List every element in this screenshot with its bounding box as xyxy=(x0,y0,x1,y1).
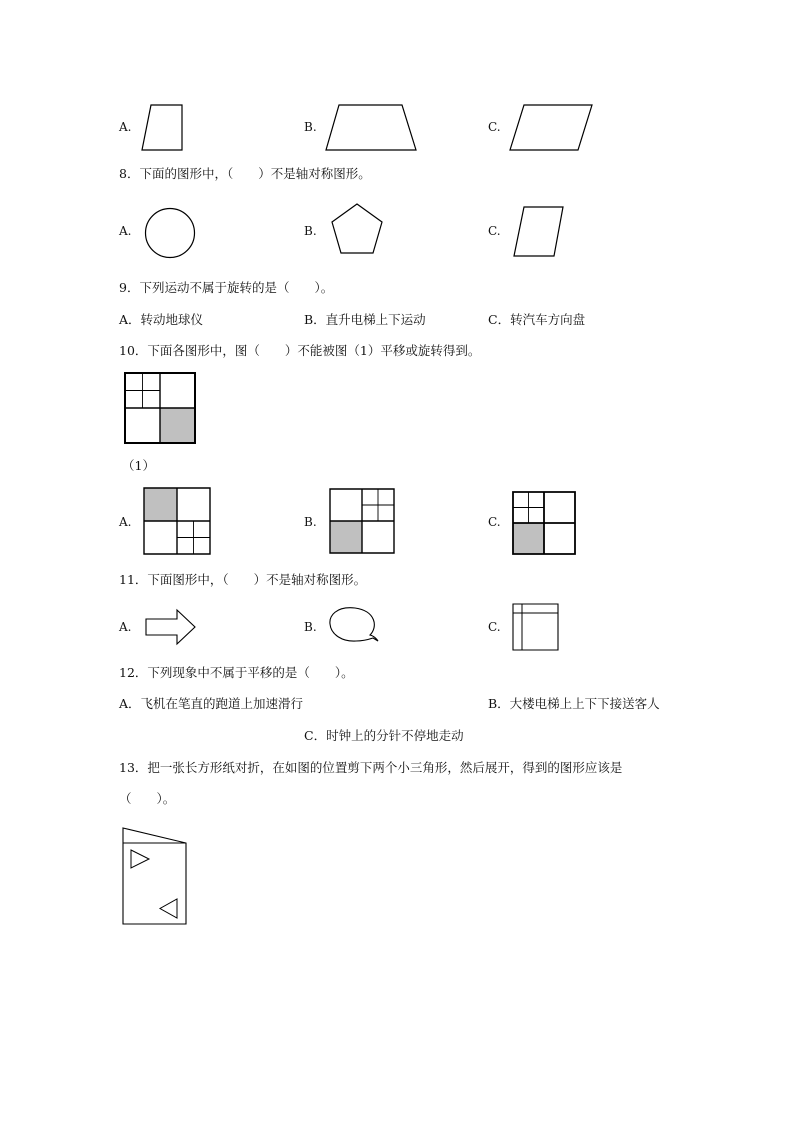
q8-pentagon-figure xyxy=(330,203,384,255)
q8-stem: 8．下面的图形中，（ ）不是轴对称图形。 xyxy=(119,166,371,181)
q13-stem-line2: （ ）。 xyxy=(119,791,176,806)
option-label-b: B. xyxy=(304,515,317,529)
option-label-a: A. xyxy=(119,224,132,238)
option-label-c: C. xyxy=(488,120,501,134)
q12-option-c: C．时钟上的分针不停地走动 xyxy=(304,728,464,743)
option-label-b: B. xyxy=(304,224,317,238)
q10-option-b-grid-figure xyxy=(329,488,395,554)
q11-divided-rectangle-figure xyxy=(512,603,560,652)
q9-option-c: C．转汽车方向盘 xyxy=(488,312,586,327)
q10-reference-grid-figure xyxy=(124,372,196,444)
q12-option-b: B．大楼电梯上上下下接送客人 xyxy=(488,696,660,711)
option-label-c: C. xyxy=(488,224,501,238)
q10-option-c-grid-figure xyxy=(511,490,577,556)
option-label-a: A. xyxy=(119,515,132,529)
option-label-a: A. xyxy=(119,620,132,634)
q7-trapezoid-b-figure xyxy=(324,104,418,152)
q7-parallelogram-figure xyxy=(508,104,594,152)
option-label-c: C. xyxy=(488,515,501,529)
option-label-a: A. xyxy=(119,120,132,134)
q12-option-a: A．飞机在笔直的跑道上加速滑行 xyxy=(119,696,304,711)
q13-folded-paper-figure xyxy=(121,826,189,926)
q9-option-b: B．直升电梯上下运动 xyxy=(304,312,426,327)
cut-triangle-top xyxy=(131,850,149,868)
shaded-cell xyxy=(160,408,195,443)
option-label-c: C. xyxy=(488,620,501,634)
q11-stem: 11．下面图形中，（ ）不是轴对称图形。 xyxy=(119,572,367,587)
cut-triangle-bottom xyxy=(160,899,177,918)
option-label-b: B. xyxy=(304,120,317,134)
q10-option-a-grid-figure xyxy=(143,487,211,555)
option-label-b: B. xyxy=(304,620,317,634)
q10-stem: 10．下面各图形中，图（ ）不能被图（1）平移或旋转得到。 xyxy=(119,343,481,358)
q8-parallelogram-figure xyxy=(512,205,566,258)
q12-stem: 12．下列现象中不属于平移的是（ ）。 xyxy=(119,665,354,680)
q9-stem: 9．下列运动不属于旋转的是（ ）。 xyxy=(119,280,334,295)
q9-option-a: A．转动地球仪 xyxy=(119,312,204,327)
q10-figure-caption: （1） xyxy=(122,458,155,473)
q11-arrow-figure xyxy=(145,609,197,645)
q11-speech-bubble-figure xyxy=(328,605,380,645)
q13-stem-line1: 13．把一张长方形纸对折，在如图的位置剪下两个小三角形，然后展开，得到的图形应该是 xyxy=(119,760,623,775)
q8-circle-figure xyxy=(144,207,196,259)
q7-trapezoid-a-figure xyxy=(140,104,185,152)
